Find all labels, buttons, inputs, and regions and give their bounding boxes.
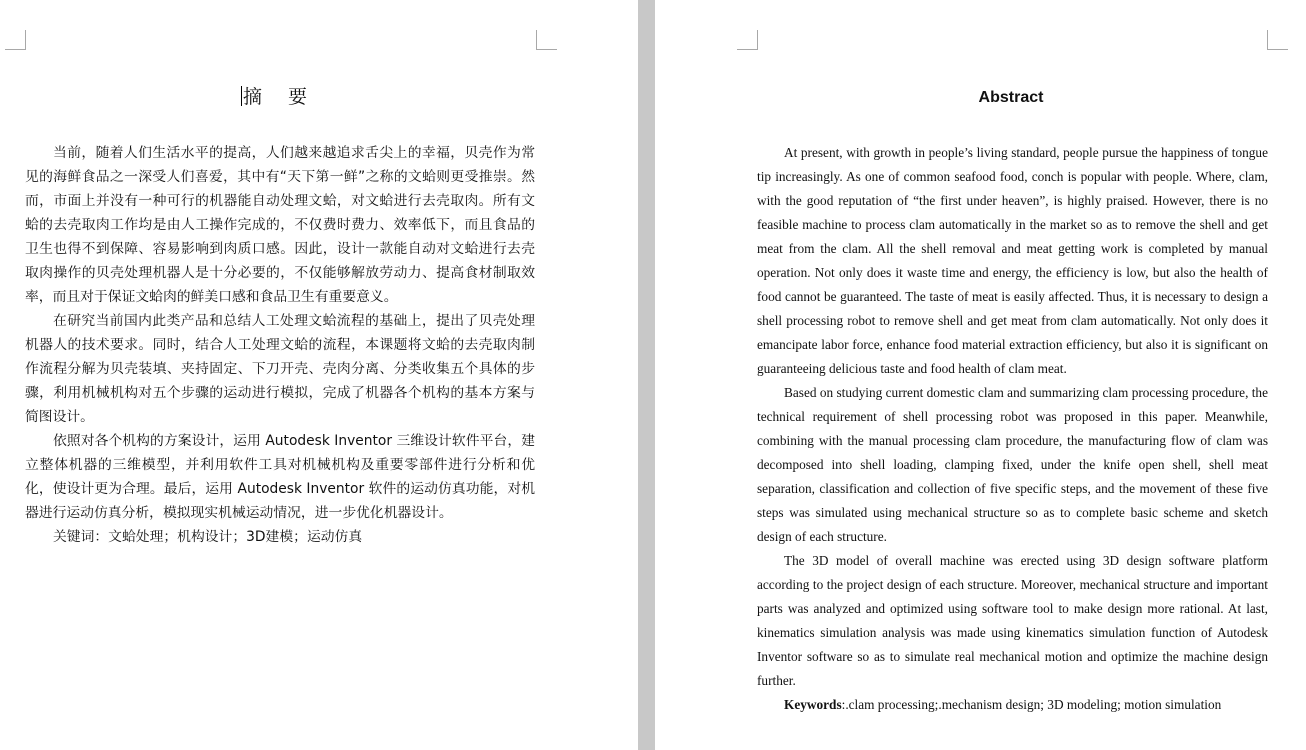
crop-mark-top-left bbox=[737, 30, 758, 50]
page-english-abstract[interactable] bbox=[655, 0, 1306, 750]
page-chinese-abstract[interactable] bbox=[0, 0, 638, 750]
english-paragraph-1: At present, with growth in people’s living standard, people pursue the happiness of tongue tip increasingly. As one of common seafood food, conch is popular with people. Where, clam, with the good reputation of “the first under heaven”, is highly praised. However, there is no feasible machine to process clam automatically in the market so as to remove the shell and get meat from the clam. All the shell removal and meat getting work is completed by manual operation. Not only does it waste time and energy, the efficiency is low, but also the health of food cannot be guaranteed. The taste of meat is easily affected. Thus, it is necessary to design a shell processing robot to remove shell and get meat from clam automatically. Not only does it emancipate labor force, enhance food material extraction efficiency, but also it is significant on guaranteeing delicious taste and food health of clam meat. bbox=[757, 145, 1268, 376]
chinese-paragraph-3: 依照对各个机构的方案设计，运用 Autodesk Inventor 三维设计软件平台，建立整体机器的三维模型，并利用软件工具对机械机构及重要零部件进行分析和优化，使设计更为合理。最后，运用 Autodesk Inventor 软件的运动仿真功能，对机器进行运动仿真分析，模拟现实机械运动情况，进一步优化机器设计。 bbox=[25, 433, 535, 521]
english-keywords bbox=[757, 693, 1268, 717]
page-gap bbox=[638, 0, 655, 750]
english-abstract-title[interactable]: Abstract bbox=[978, 89, 1044, 106]
chinese-abstract-title-text: 摘 要 bbox=[242, 86, 318, 108]
keywords-label: Keywords bbox=[784, 697, 842, 712]
chinese-abstract-title[interactable] bbox=[0, 84, 558, 110]
chinese-paragraph-1: 当前，随着人们生活水平的提高，人们越来越追求舌尖上的幸福，贝壳作为常见的海鲜食品之一深受人们喜爱，其中有“天下第一鲜”之称的文蛤则更受推崇。然而，市面上并没有一种可行的机器能自动处理文蛤，对文蛤进行去壳取肉。所有文蛤的去壳取肉工作均是由人工操作完成的，不仅费时费力、效率低下，而且食品的卫生也得不到保障、容易影响到肉质口感。因此，设计一款能自动对文蛤进行去壳取肉操作的贝壳处理机器人是十分必要的，不仅能够解放劳动力、提高食材制取效率，而且对于保证文蛤肉的鲜美口感和食品卫生有重要意义。 bbox=[25, 145, 535, 305]
chinese-keywords: 关键词：文蛤处理；机构设计；3D建模；运动仿真 bbox=[53, 529, 363, 545]
chinese-paragraph-2: 在研究当前国内此类产品和总结人工处理文蛤流程的基础上，提出了贝壳处理机器人的技术要求。同时，结合人工处理文蛤的流程，本课题将文蛤的去壳取肉制作流程分解为贝壳装填、夹持固定、下刀开壳、壳肉分离、分类收集五个具体的步骤，利用机械机构对五个步骤的运动进行模拟，完成了机器各个机构的基本方案与简图设计。 bbox=[25, 313, 535, 425]
english-abstract-body[interactable] bbox=[757, 141, 1268, 717]
crop-mark-top-left bbox=[5, 30, 26, 50]
crop-mark-top-right bbox=[1267, 30, 1288, 50]
english-paragraph-2: Based on studying current domestic clam and summarizing clam processing procedure, the technical requirement of shell processing robot was proposed in this paper. Meanwhile, combining with the manual processing clam procedure, the manufacturing flow of clam was decomposed into shell loading, clamping fixed, under the knife open shell, shell meat separation, classification and collection of five specific steps, and the movement of these five steps was simulated using mechanical structure so as to complete basic scheme and sketch design of each structure. bbox=[757, 385, 1268, 544]
keywords-text: :.clam processing;.mechanism design; 3D modeling; motion simulation bbox=[841, 697, 1222, 712]
crop-mark-top-right bbox=[536, 30, 557, 50]
text-cursor bbox=[241, 86, 242, 106]
chinese-abstract-body[interactable] bbox=[25, 141, 535, 549]
english-paragraph-3: The 3D model of overall machine was erected using 3D design software platform according to the project design of each structure. Moreover, mechanical structure and important parts was analyzed and optimized using software tool to make design more rational. At last, kinematics simulation analysis was made using kinematics simulation function of Autodesk Inventor software so as to simulate real mechanical motion and optimize the machine design further. bbox=[757, 553, 1268, 688]
